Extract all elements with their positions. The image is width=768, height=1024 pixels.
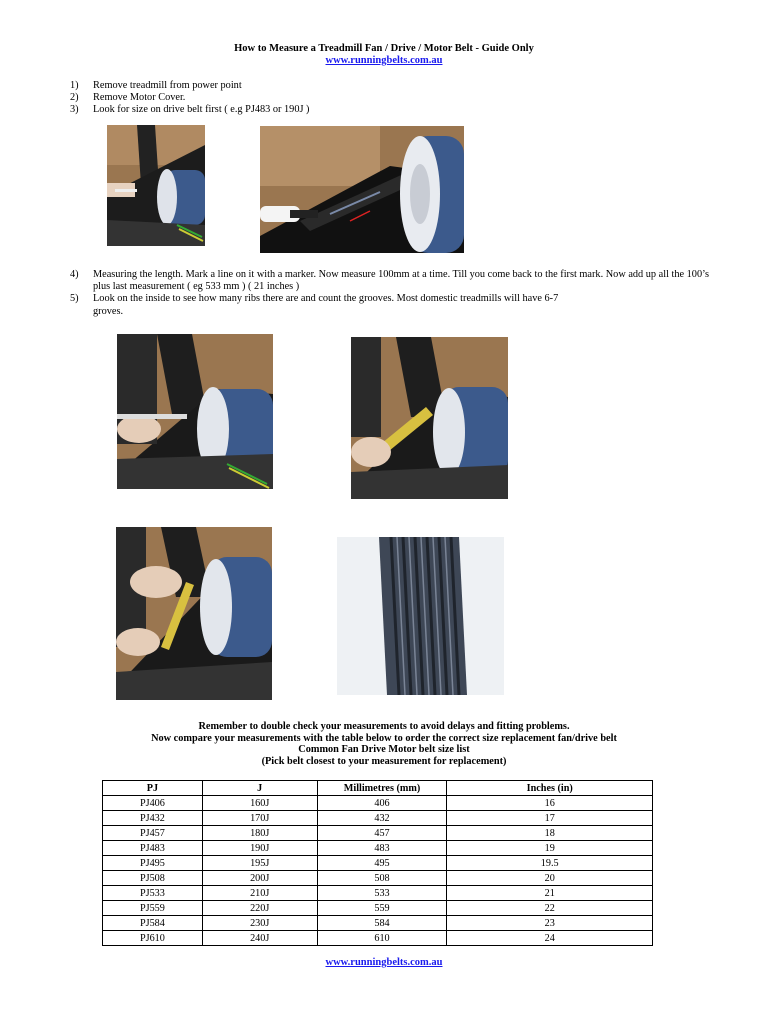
table-cell: 24 [447, 931, 653, 946]
table-cell: PJ495 [103, 856, 203, 871]
belt-size-table [102, 780, 653, 946]
table-cell: 18 [447, 826, 653, 841]
table-cell: PJ432 [103, 811, 203, 826]
table-cell: 483 [317, 841, 447, 856]
photo-marking-belt [107, 125, 205, 246]
step-item [70, 269, 720, 293]
photo-belt-ribs [337, 537, 504, 695]
table-row [103, 796, 653, 811]
table-cell: 240J [202, 931, 317, 946]
table-cell: 19.5 [447, 856, 653, 871]
table-cell: 610 [317, 931, 447, 946]
table-cell: 170J [202, 811, 317, 826]
table-cell: PJ533 [103, 886, 203, 901]
table-cell: 584 [317, 916, 447, 931]
step-number: 2) [70, 92, 79, 104]
website-link-bottom-wrapper [0, 957, 768, 968]
website-link-top-wrapper [0, 55, 768, 66]
table-row [103, 811, 653, 826]
table-cell: 533 [317, 886, 447, 901]
table-cell: 230J [202, 916, 317, 931]
page-title: How to Measure a Treadmill Fan / Drive / Motor Belt - Guide Only [234, 43, 534, 54]
step-item [70, 293, 720, 317]
table-cell: PJ483 [103, 841, 203, 856]
table-cell: 406 [317, 796, 447, 811]
photo-measuring-belt-2 [351, 337, 508, 499]
table-cell: PJ559 [103, 901, 203, 916]
step-number: 5) [70, 293, 79, 305]
table-cell: 20 [447, 871, 653, 886]
table-cell: PJ406 [103, 796, 203, 811]
table-cell: 432 [317, 811, 447, 826]
table-row [103, 871, 653, 886]
step-text: Remove Motor Cover. [93, 92, 186, 104]
table-row [103, 916, 653, 931]
table-cell: 19 [447, 841, 653, 856]
table-row [103, 901, 653, 916]
table-cell: 21 [447, 886, 653, 901]
column-header: J [202, 781, 317, 796]
table-row [103, 886, 653, 901]
table-cell: 200J [202, 871, 317, 886]
table-cell: 457 [317, 826, 447, 841]
table-cell: 17 [447, 811, 653, 826]
column-header: Inches (in) [447, 781, 653, 796]
table-cell: PJ584 [103, 916, 203, 931]
column-header: PJ [103, 781, 203, 796]
step-text: Remove treadmill from power point [93, 80, 242, 91]
table-cell: 190J [202, 841, 317, 856]
table-cell: 160J [202, 796, 317, 811]
steps-list-b [70, 269, 720, 318]
table-cell: 220J [202, 901, 317, 916]
table-cell: PJ508 [103, 871, 203, 886]
table-row [103, 841, 653, 856]
table-cell: 508 [317, 871, 447, 886]
step-text: Look on the inside to see how many ribs there are and count the grooves. Most domestic treadmills will have 6-7 groves. [93, 293, 559, 317]
table-row [103, 856, 653, 871]
table-cell: 210J [202, 886, 317, 901]
table-cell: 16 [447, 796, 653, 811]
column-header: Millimetres (mm) [317, 781, 447, 796]
step-text: Measuring the length. Mark a line on it with a marker. Now measure 100mm at a time. Till you come back to the first mark. Now add up all the 100’s plus last measurement ( eg 533 mm ) ( 21 inches ) [93, 269, 709, 293]
table-cell: 180J [202, 826, 317, 841]
instruction-notes [0, 721, 768, 767]
table-cell: PJ457 [103, 826, 203, 841]
step-item [70, 92, 720, 104]
website-link-bottom[interactable]: www.runningbelts.com.au [325, 957, 443, 968]
step-number: 3) [70, 104, 79, 116]
step-item [70, 104, 720, 116]
note-line: Common Fan Drive Motor belt size list [298, 744, 470, 756]
table-row [103, 826, 653, 841]
table-cell: PJ610 [103, 931, 203, 946]
table-cell: 22 [447, 901, 653, 916]
step-item [70, 80, 720, 92]
table-cell: 495 [317, 856, 447, 871]
step-number: 1) [70, 80, 79, 91]
step-number: 4) [70, 269, 79, 280]
note-line: Remember to double check your measurements to avoid delays and fitting problems. [198, 721, 570, 732]
table-row [103, 931, 653, 946]
table-cell: 195J [202, 856, 317, 871]
table-cell: 23 [447, 916, 653, 931]
website-link-top[interactable]: www.runningbelts.com.au [325, 55, 443, 66]
note-line: (Pick belt closest to your measurement for replacement) [261, 755, 507, 767]
photo-measuring-belt-1 [117, 334, 273, 489]
step-text: Look for size on drive belt first ( e.g PJ483 or 190J ) [93, 104, 310, 116]
photo-measuring-belt-3 [116, 527, 272, 700]
table-cell: 559 [317, 901, 447, 916]
table-header-row [103, 781, 653, 796]
steps-list-a [70, 80, 720, 117]
photo-belt-closeup [260, 126, 464, 253]
note-line: Now compare your measurements with the table below to order the correct size replacement fan/drive belt [151, 732, 617, 744]
